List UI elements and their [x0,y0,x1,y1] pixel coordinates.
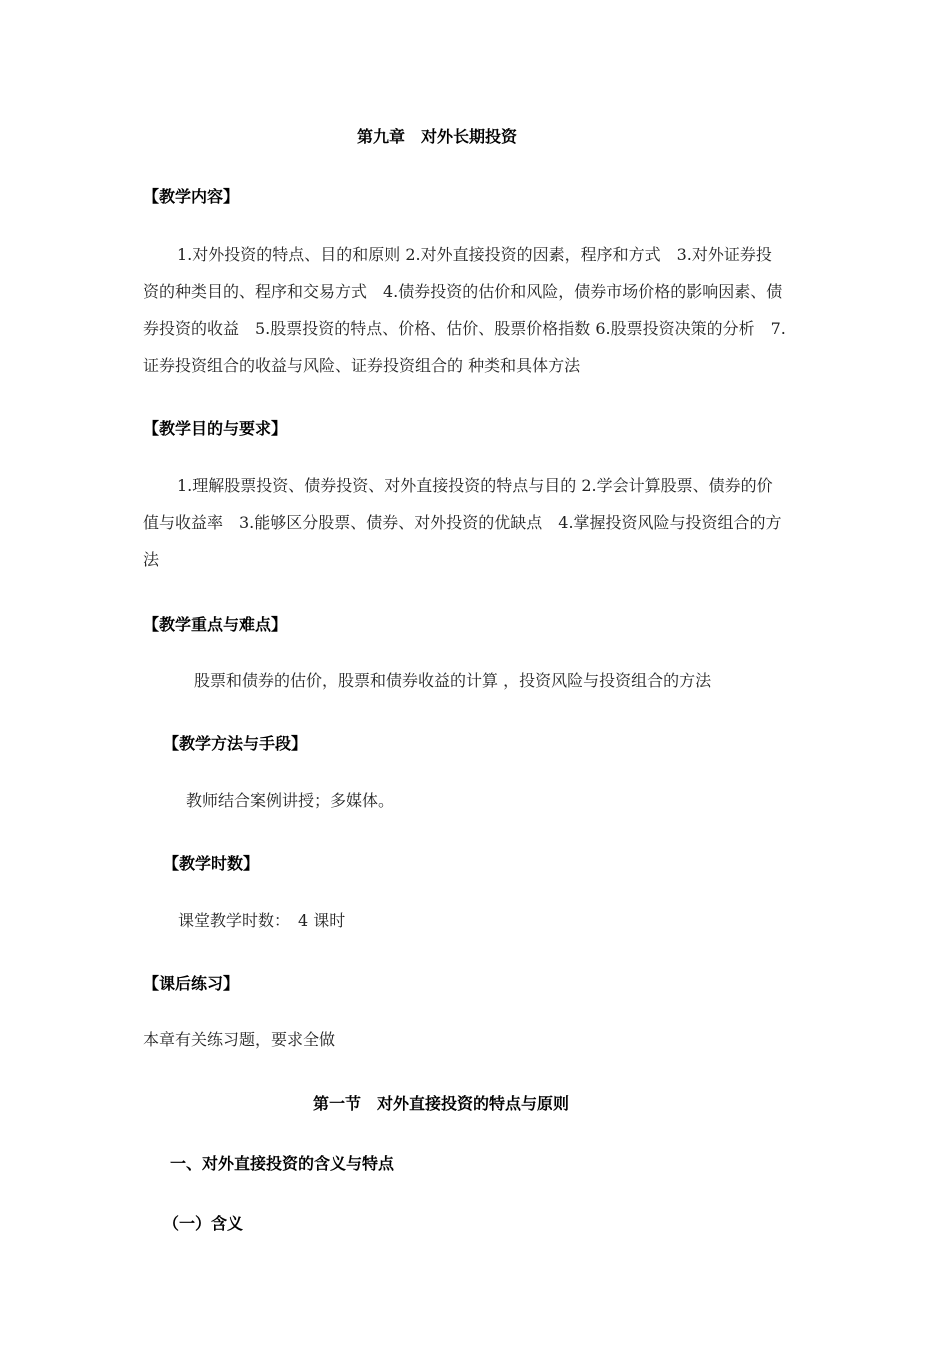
content-line-3: 券投资的收益 5.股票投资的特点、价格、估价、股票价格指数 6.股票投资决策的分析 7. [143,319,786,338]
hours-heading: 【教学时数】 [163,854,260,873]
content-line-2: 资的种类目的、程序和交易方式 4.债券投资的估价和风险，债券市场价格的影响因素、债 [143,282,783,301]
hours-text: 课堂教学时数： 4 课时 [178,911,346,930]
methods-heading: 【教学方法与手段】 [163,734,308,753]
methods-text: 教师结合案例讲授；多媒体。 [186,791,395,810]
goals-heading: 【教学目的与要求】 [143,419,288,438]
section-one-subsubheading: （一）含义 [163,1214,244,1233]
chapter-title: 第九章 对外长期投资 [357,127,518,146]
exercises-text: 本章有关练习题，要求全做 [143,1030,336,1049]
content-heading: 【教学内容】 [143,187,240,206]
key-points-heading: 【教学重点与难点】 [143,615,288,634]
content-line-1: 1.对外投资的特点、目的和原则 2.对外直接投资的因素，程序和方式 3.对外证券投 [177,245,772,264]
goals-paragraph [143,467,782,578]
exercises-heading: 【课后练习】 [143,974,240,993]
goals-line-1: 1.理解股票投资、债券投资、对外直接投资的特点与目的 2.学会计算股票、债券的价 [177,476,773,495]
goals-line-2: 值与收益率 3.能够区分股票、债券、对外投资的优缺点 4.掌握投资风险与投资组合的方 [143,513,782,532]
content-paragraph [143,236,786,384]
key-points-text: 股票和债券的估价，股票和债券收益的计算 ，投资风险与投资组合的方法 [194,671,712,690]
content-line-4: 证券投资组合的收益与风险、证券投资组合的 种类和具体方法 [143,356,581,375]
goals-line-3: 法 [143,550,160,569]
section-one-subheading: 一、对外直接投资的含义与特点 [170,1154,395,1173]
section-one-title: 第一节 对外直接投资的特点与原则 [313,1094,570,1113]
